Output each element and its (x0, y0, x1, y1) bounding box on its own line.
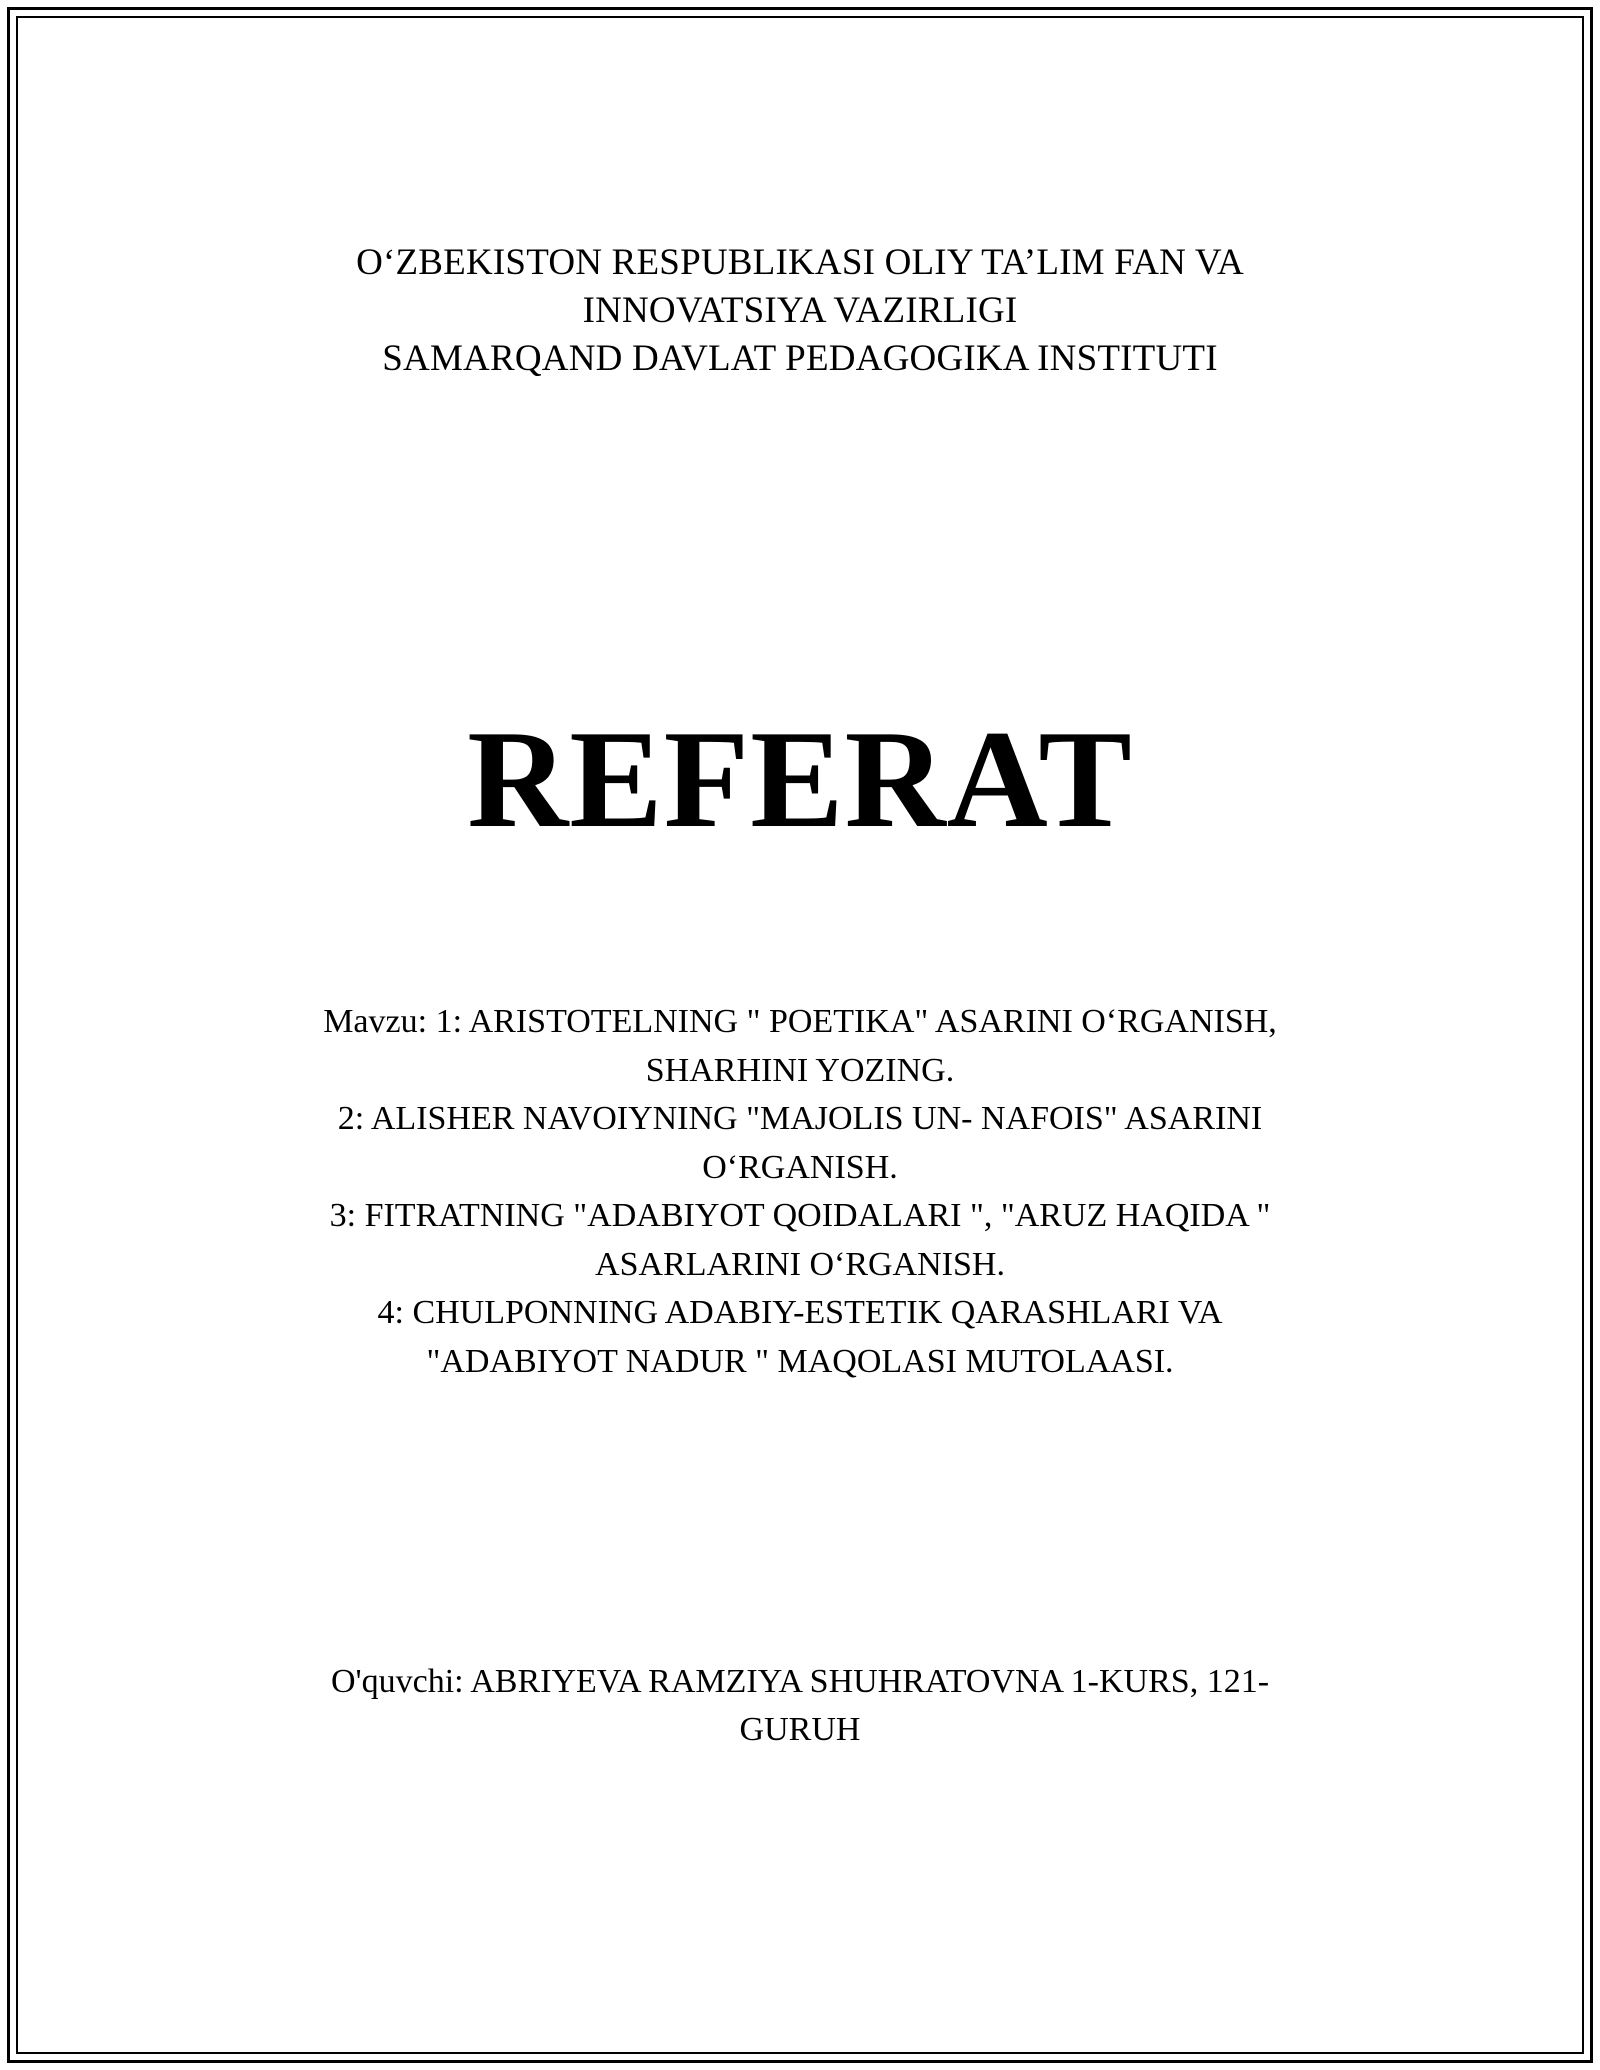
topic-line: Mavzu: 1: ARISTOTELNING " POETIKA" ASARINI O‘RGANISH, (323, 1003, 1277, 1040)
topic-line: 2: ALISHER NAVOIYNING "MAJOLIS UN- NAFOIS" ASARINI (337, 1100, 1263, 1137)
header-line-ministry-cont: INNOVATSIYA VAZIRLIGI (582, 290, 1018, 331)
topic-line: 4: CHULPONNING ADABIY-ESTETIK QARASHLARI VA (377, 1294, 1223, 1331)
header-line-institute: SAMARQAND DAVLAT PEDAGOGIKA INSTITUTI (382, 338, 1218, 379)
student-line: O'quvchi: ABRIYEVA RAMZIYA SHUHRATOVNA 1-KURS, 121- (330, 1663, 1270, 1700)
document-title: REFERAT (467, 702, 1133, 857)
student-info (0, 1658, 1600, 1754)
institution-header (0, 239, 1600, 383)
topic-line: 3: FITRATNING "ADABIYOT QOIDALARI ", "ARUZ HAQIDA " (329, 1197, 1271, 1234)
topic-line: "ADABIYOT NADUR " MAQOLASI MUTOLAASI. (426, 1342, 1174, 1380)
topic-line: O‘RGANISH. (702, 1148, 898, 1186)
header-line-ministry: O‘ZBEKISTON RESPUBLIKASI OLIY TA’LIM FAN VA (356, 242, 1244, 283)
topic-line: SHARHINI YOZING. (645, 1051, 955, 1089)
topic-line: ASARLARINI O‘RGANISH. (595, 1245, 1005, 1283)
topics-list (0, 998, 1600, 1386)
student-line: GURUH (739, 1711, 861, 1748)
